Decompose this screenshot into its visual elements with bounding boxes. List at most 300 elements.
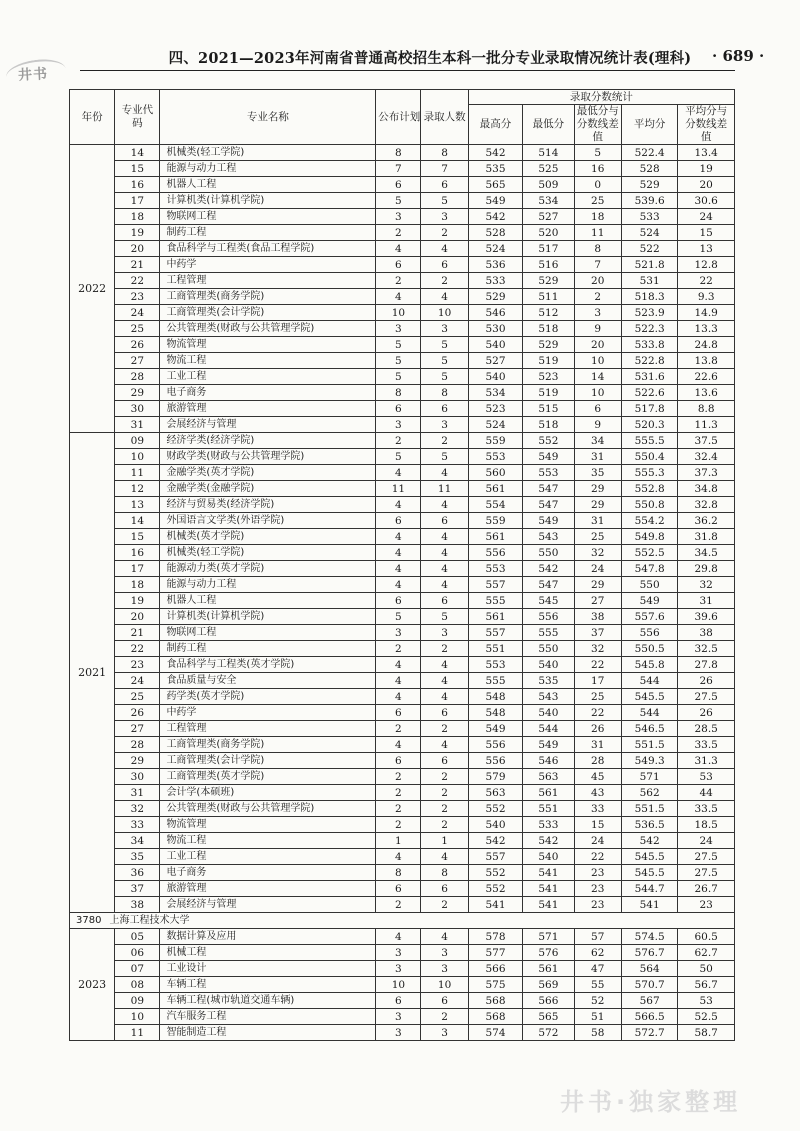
page-title: 四、2021—2023年河南省普通高校招生本科一批分专业录取情况统计表(理科) [168,50,692,67]
code-cell: 28 [115,737,160,753]
avg-diff-cell: 13 [678,241,735,257]
avg-diff-cell: 60.5 [678,929,735,945]
avg-cell: 522.6 [621,385,678,401]
footer-watermark: 井书·独家整理 [560,1088,742,1116]
min-diff-cell: 33 [574,801,621,817]
major-cell: 食品科学与工程类(食品工程学院) [160,241,376,257]
max-cell: 575 [468,977,522,993]
max-cell: 568 [468,1009,522,1025]
admitted-cell: 4 [421,289,468,305]
admitted-cell: 4 [421,241,468,257]
code-cell: 12 [115,481,160,497]
admitted-cell: 2 [421,225,468,241]
avg-cell: 545.5 [621,849,678,865]
table-row [70,209,735,225]
table-row [70,881,735,897]
major-cell: 机械类(轻工学院) [160,545,376,561]
admitted-cell: 2 [421,433,468,449]
admitted-cell: 2 [421,1009,468,1025]
min-diff-cell: 11 [574,225,621,241]
avg-cell: 522 [621,241,678,257]
avg-cell: 529 [621,177,678,193]
max-cell: 527 [468,353,522,369]
admitted-cell: 6 [421,513,468,529]
min-cell: 552 [523,433,574,449]
min-cell: 520 [523,225,574,241]
min-diff-cell: 17 [574,673,621,689]
major-cell: 中药学 [160,257,376,273]
plan-cell: 2 [376,769,421,785]
major-cell: 工商管理类(会计学院) [160,305,376,321]
admitted-cell: 8 [421,145,468,161]
major-cell: 公共管理类(财政与公共管理学院) [160,801,376,817]
plan-cell: 3 [376,209,421,225]
table-row [70,945,735,961]
major-cell: 物流管理 [160,817,376,833]
avg-cell: 546.5 [621,721,678,737]
header-min-diff: 最低分与分数线差值 [574,105,621,145]
min-diff-cell: 15 [574,817,621,833]
admitted-cell: 2 [421,769,468,785]
plan-cell: 4 [376,849,421,865]
avg-cell: 566.5 [621,1009,678,1025]
code-cell: 16 [115,177,160,193]
avg-diff-cell: 34.8 [678,481,735,497]
avg-diff-cell: 20 [678,177,735,193]
min-cell: 511 [523,289,574,305]
avg-cell: 524 [621,225,678,241]
avg-diff-cell: 32.4 [678,449,735,465]
min-cell: 519 [523,385,574,401]
min-cell: 549 [523,737,574,753]
table-row [70,241,735,257]
table-row [70,849,735,865]
admitted-cell: 4 [421,465,468,481]
avg-cell: 549 [621,593,678,609]
major-cell: 机械工程 [160,945,376,961]
code-cell: 26 [115,337,160,353]
max-cell: 548 [468,689,522,705]
table-row [70,145,735,161]
plan-cell: 4 [376,657,421,673]
max-cell: 555 [468,673,522,689]
max-cell: 561 [468,529,522,545]
max-cell: 548 [468,705,522,721]
plan-cell: 4 [376,241,421,257]
avg-diff-cell: 13.8 [678,353,735,369]
avg-cell: 550.5 [621,641,678,657]
plan-cell: 7 [376,161,421,177]
avg-cell: 567 [621,993,678,1009]
min-cell: 550 [523,641,574,657]
plan-cell: 2 [376,225,421,241]
major-cell: 能源动力类(英才学院) [160,561,376,577]
major-cell: 外国语言文学类(外语学院) [160,513,376,529]
max-cell: 553 [468,657,522,673]
min-cell: 549 [523,513,574,529]
max-cell: 535 [468,161,522,177]
max-cell: 552 [468,801,522,817]
admitted-cell: 2 [421,721,468,737]
table-row [70,897,735,913]
min-diff-cell: 31 [574,449,621,465]
avg-cell: 522.8 [621,353,678,369]
code-cell: 21 [115,625,160,641]
major-cell: 公共管理类(财政与公共管理学院) [160,321,376,337]
avg-cell: 536.5 [621,817,678,833]
code-cell: 15 [115,161,160,177]
title-rule [80,70,735,71]
plan-cell: 3 [376,1009,421,1025]
plan-cell: 6 [376,705,421,721]
max-cell: 540 [468,369,522,385]
school-code: 3780 [76,914,102,926]
code-cell: 10 [115,1009,160,1025]
min-diff-cell: 26 [574,721,621,737]
admitted-cell: 4 [421,529,468,545]
admitted-cell: 4 [421,657,468,673]
table-row [70,865,735,881]
major-cell: 工程管理 [160,273,376,289]
table-body [70,145,735,1041]
major-cell: 金融学类(金融学院) [160,481,376,497]
min-diff-cell: 3 [574,305,621,321]
avg-diff-cell: 33.5 [678,737,735,753]
min-cell: 571 [523,929,574,945]
admitted-cell: 6 [421,753,468,769]
avg-cell: 544 [621,673,678,689]
code-cell: 33 [115,817,160,833]
max-cell: 578 [468,929,522,945]
major-cell: 机械类(英才学院) [160,529,376,545]
major-cell: 工商管理类(商务学院) [160,289,376,305]
avg-cell: 522.3 [621,321,678,337]
min-diff-cell: 22 [574,657,621,673]
admitted-cell: 4 [421,673,468,689]
plan-cell: 11 [376,481,421,497]
avg-diff-cell: 12.8 [678,257,735,273]
avg-diff-cell: 9.3 [678,289,735,305]
plan-cell: 2 [376,817,421,833]
admitted-cell: 5 [421,193,468,209]
min-diff-cell: 34 [574,433,621,449]
plan-cell: 4 [376,737,421,753]
plan-cell: 3 [376,1025,421,1041]
min-cell: 576 [523,945,574,961]
avg-diff-cell: 31.8 [678,529,735,545]
max-cell: 561 [468,481,522,497]
admitted-cell: 7 [421,161,468,177]
avg-diff-cell: 53 [678,993,735,1009]
max-cell: 552 [468,881,522,897]
code-cell: 27 [115,353,160,369]
min-cell: 517 [523,241,574,257]
min-cell: 541 [523,881,574,897]
max-cell: 542 [468,833,522,849]
min-diff-cell: 32 [574,641,621,657]
code-cell: 35 [115,849,160,865]
min-cell: 553 [523,465,574,481]
min-diff-cell: 5 [574,145,621,161]
admitted-cell: 6 [421,993,468,1009]
avg-diff-cell: 52.5 [678,1009,735,1025]
min-diff-cell: 29 [574,481,621,497]
avg-diff-cell: 14.9 [678,305,735,321]
major-cell: 工商管理类(会计学院) [160,753,376,769]
table-row [70,321,735,337]
admitted-cell: 3 [421,625,468,641]
plan-cell: 4 [376,561,421,577]
min-cell: 572 [523,1025,574,1041]
min-diff-cell: 20 [574,337,621,353]
min-cell: 533 [523,817,574,833]
code-cell: 11 [115,465,160,481]
code-cell: 21 [115,257,160,273]
min-cell: 535 [523,673,574,689]
plan-cell: 5 [376,449,421,465]
min-diff-cell: 25 [574,529,621,545]
code-cell: 19 [115,593,160,609]
table-row [70,289,735,305]
year-cell: 2022 [70,145,115,433]
avg-cell: 550.8 [621,497,678,513]
avg-cell: 533.8 [621,337,678,353]
plan-cell: 4 [376,529,421,545]
admitted-cell: 1 [421,833,468,849]
code-cell: 15 [115,529,160,545]
avg-diff-cell: 39.6 [678,609,735,625]
avg-diff-cell: 32.5 [678,641,735,657]
min-cell: 566 [523,993,574,1009]
admitted-cell: 8 [421,385,468,401]
min-diff-cell: 10 [574,385,621,401]
admitted-cell: 5 [421,609,468,625]
table-row [70,641,735,657]
table-row [70,401,735,417]
major-cell: 工业工程 [160,369,376,385]
avg-cell: 545.5 [621,865,678,881]
max-cell: 556 [468,545,522,561]
plan-cell: 4 [376,689,421,705]
avg-cell: 554.2 [621,513,678,529]
admitted-cell: 6 [421,257,468,273]
table-row [70,785,735,801]
avg-cell: 555.5 [621,433,678,449]
min-cell: 541 [523,865,574,881]
avg-cell: 528 [621,161,678,177]
header-avg-diff: 平均分与分数线差值 [678,105,735,145]
code-cell: 09 [115,433,160,449]
min-diff-cell: 43 [574,785,621,801]
header-score-stats: 录取分数统计 [468,90,734,105]
min-diff-cell: 8 [574,241,621,257]
min-diff-cell: 62 [574,945,621,961]
min-cell: 545 [523,593,574,609]
table-row [70,721,735,737]
avg-diff-cell: 27.5 [678,689,735,705]
max-cell: 533 [468,273,522,289]
min-diff-cell: 7 [574,257,621,273]
avg-cell: 570.7 [621,977,678,993]
plan-cell: 4 [376,673,421,689]
max-cell: 568 [468,993,522,1009]
avg-cell: 549.3 [621,753,678,769]
admitted-cell: 6 [421,177,468,193]
code-cell: 17 [115,561,160,577]
avg-diff-cell: 31 [678,593,735,609]
min-cell: 529 [523,337,574,353]
min-diff-cell: 20 [574,273,621,289]
avg-cell: 576.7 [621,945,678,961]
max-cell: 557 [468,625,522,641]
max-cell: 555 [468,593,522,609]
max-cell: 563 [468,785,522,801]
admitted-cell: 5 [421,369,468,385]
max-cell: 524 [468,417,522,433]
admitted-cell: 3 [421,321,468,337]
avg-cell: 562 [621,785,678,801]
admitted-cell: 2 [421,273,468,289]
avg-diff-cell: 26 [678,673,735,689]
avg-cell: 520.3 [621,417,678,433]
plan-cell: 5 [376,193,421,209]
table-row [70,1009,735,1025]
plan-cell: 5 [376,609,421,625]
major-cell: 工商管理类(英才学院) [160,769,376,785]
avg-diff-cell: 26.7 [678,881,735,897]
min-cell: 549 [523,449,574,465]
avg-diff-cell: 62.7 [678,945,735,961]
min-diff-cell: 10 [574,353,621,369]
avg-diff-cell: 24 [678,833,735,849]
avg-cell: 550 [621,577,678,593]
code-cell: 23 [115,289,160,305]
avg-diff-cell: 33.5 [678,801,735,817]
plan-cell: 6 [376,881,421,897]
admitted-cell: 10 [421,305,468,321]
major-cell: 电子商务 [160,865,376,881]
school-row [70,913,735,929]
avg-diff-cell: 11.3 [678,417,735,433]
min-diff-cell: 9 [574,321,621,337]
min-cell: 550 [523,545,574,561]
table-row [70,417,735,433]
min-diff-cell: 24 [574,833,621,849]
header-min-score: 最低分 [523,105,574,145]
major-cell: 工业工程 [160,849,376,865]
min-cell: 547 [523,497,574,513]
min-cell: 518 [523,321,574,337]
min-cell: 515 [523,401,574,417]
min-cell: 540 [523,849,574,865]
table-row [70,609,735,625]
min-diff-cell: 23 [574,897,621,913]
min-diff-cell: 25 [574,193,621,209]
plan-cell: 6 [376,401,421,417]
plan-cell: 4 [376,929,421,945]
avg-cell: 571 [621,769,678,785]
admitted-cell: 4 [421,849,468,865]
avg-diff-cell: 32 [678,577,735,593]
major-cell: 物流工程 [160,833,376,849]
min-cell: 516 [523,257,574,273]
code-cell: 37 [115,881,160,897]
min-diff-cell: 55 [574,977,621,993]
major-cell: 物流工程 [160,353,376,369]
avg-cell: 572.7 [621,1025,678,1041]
plan-cell: 2 [376,641,421,657]
code-cell: 08 [115,977,160,993]
min-cell: 540 [523,657,574,673]
major-cell: 金融学类(英才学院) [160,465,376,481]
code-cell: 17 [115,193,160,209]
code-cell: 18 [115,209,160,225]
code-cell: 24 [115,305,160,321]
plan-cell: 2 [376,897,421,913]
max-cell: 557 [468,849,522,865]
min-cell: 540 [523,705,574,721]
min-cell: 543 [523,529,574,545]
plan-cell: 8 [376,145,421,161]
min-diff-cell: 28 [574,753,621,769]
min-diff-cell: 29 [574,497,621,513]
plan-cell: 6 [376,993,421,1009]
min-cell: 529 [523,273,574,289]
table-row [70,977,735,993]
admitted-cell: 2 [421,897,468,913]
max-cell: 546 [468,305,522,321]
table-row [70,257,735,273]
plan-cell: 4 [376,465,421,481]
admitted-cell: 8 [421,865,468,881]
code-cell: 34 [115,833,160,849]
major-cell: 经济与贸易类(经济学院) [160,497,376,513]
code-cell: 31 [115,417,160,433]
admitted-cell: 6 [421,593,468,609]
min-cell: 541 [523,897,574,913]
min-cell: 555 [523,625,574,641]
min-cell: 543 [523,689,574,705]
avg-cell: 564 [621,961,678,977]
avg-diff-cell: 50 [678,961,735,977]
major-cell: 药学类(英才学院) [160,689,376,705]
admitted-cell: 4 [421,497,468,513]
min-cell: 523 [523,369,574,385]
major-cell: 会展经济与管理 [160,897,376,913]
max-cell: 557 [468,577,522,593]
max-cell: 559 [468,513,522,529]
avg-diff-cell: 29.8 [678,561,735,577]
min-cell: 542 [523,561,574,577]
major-cell: 会计学(本硕班) [160,785,376,801]
max-cell: 530 [468,321,522,337]
major-cell: 旅游管理 [160,881,376,897]
plan-cell: 3 [376,961,421,977]
table-row [70,465,735,481]
avg-diff-cell: 13.6 [678,385,735,401]
code-cell: 27 [115,721,160,737]
max-cell: 554 [468,497,522,513]
major-cell: 物联网工程 [160,625,376,641]
major-cell: 经济学类(经济学院) [160,433,376,449]
code-cell: 23 [115,657,160,673]
avg-diff-cell: 22 [678,273,735,289]
table-row [70,705,735,721]
avg-cell: 544 [621,705,678,721]
table-row [70,961,735,977]
min-cell: 534 [523,193,574,209]
admitted-cell: 5 [421,353,468,369]
